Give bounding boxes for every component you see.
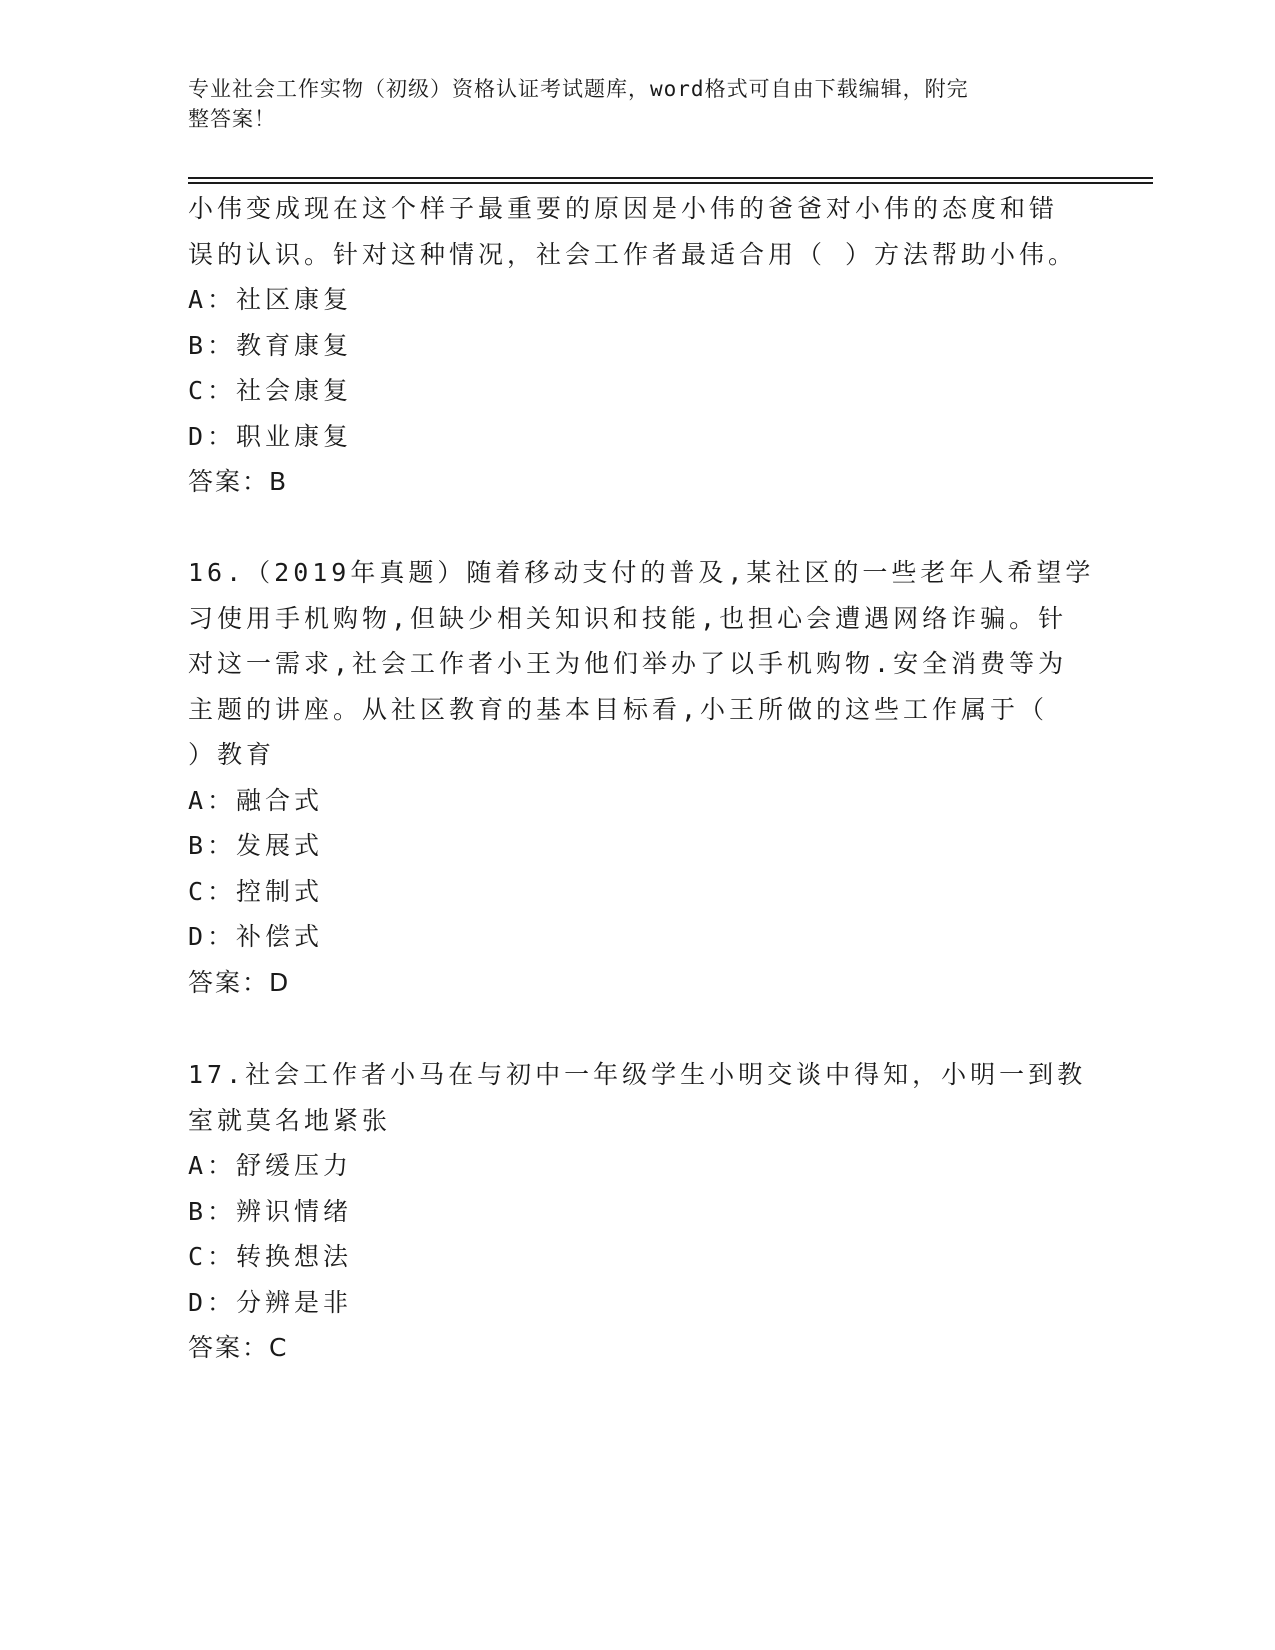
option-a: A：舒缓压力	[188, 1151, 353, 1180]
question-block	[188, 1052, 1088, 1371]
option-d: D：补偿式	[188, 922, 324, 951]
question-stem-line: ）教育	[188, 740, 276, 769]
option-b: B：发展式	[188, 831, 324, 860]
question-stem-line: 主题的讲座。从社区教育的基本目标看,小王所做的这些工作属于（	[188, 694, 1049, 724]
question-stem-line: 16.（2019年真题）随着移动支付的普及,某社区的一些老年人希望学	[188, 558, 1095, 587]
option-b: B：教育康复	[188, 330, 353, 360]
question-stem-line: 误的认识。针对这种情况，社会工作者最适合用（ ）方法帮助小伟。	[188, 239, 1078, 269]
document-header	[188, 74, 1068, 134]
option-a: A：融合式	[188, 785, 324, 815]
question-block	[188, 550, 1095, 1005]
answer-line: 答案：D	[188, 967, 291, 997]
answer-line: 答案：B	[188, 467, 289, 496]
question-stem-line: 室就莫名地紧张	[188, 1105, 392, 1135]
header-line-1: 专业社会工作实物（初级）资格认证考试题库，word格式可自由下载编辑，附完	[188, 77, 969, 101]
option-c: C：控制式	[188, 876, 324, 906]
header-rule-bottom	[188, 182, 1153, 184]
question-stem-line: 小伟变成现在这个样子最重要的原因是小伟的爸爸对小伟的态度和错	[188, 194, 1059, 223]
option-c: C：社会康复	[188, 376, 353, 405]
answer-line: 答案：C	[188, 1333, 289, 1362]
header-rule-top	[188, 177, 1153, 179]
question-stem-line: 17.社会工作者小马在与初中一年级学生小明交谈中得知，小明一到教	[188, 1060, 1087, 1089]
question-stem-line: 对这一需求,社会工作者小王为他们举办了以手机购物.安全消费等为	[188, 649, 1068, 678]
question-block	[188, 186, 1088, 505]
option-b: B：辨识情绪	[188, 1196, 353, 1226]
question-stem-line: 习使用手机购物,但缺少相关知识和技能,也担心会遭遇网络诈骗。针	[188, 603, 1068, 633]
option-d: D：职业康复	[188, 421, 353, 451]
option-d: D：分辨是非	[188, 1287, 353, 1317]
option-a: A：社区康复	[188, 285, 353, 314]
option-c: C：转换想法	[188, 1242, 353, 1271]
header-line-2: 整答案！	[188, 107, 276, 131]
